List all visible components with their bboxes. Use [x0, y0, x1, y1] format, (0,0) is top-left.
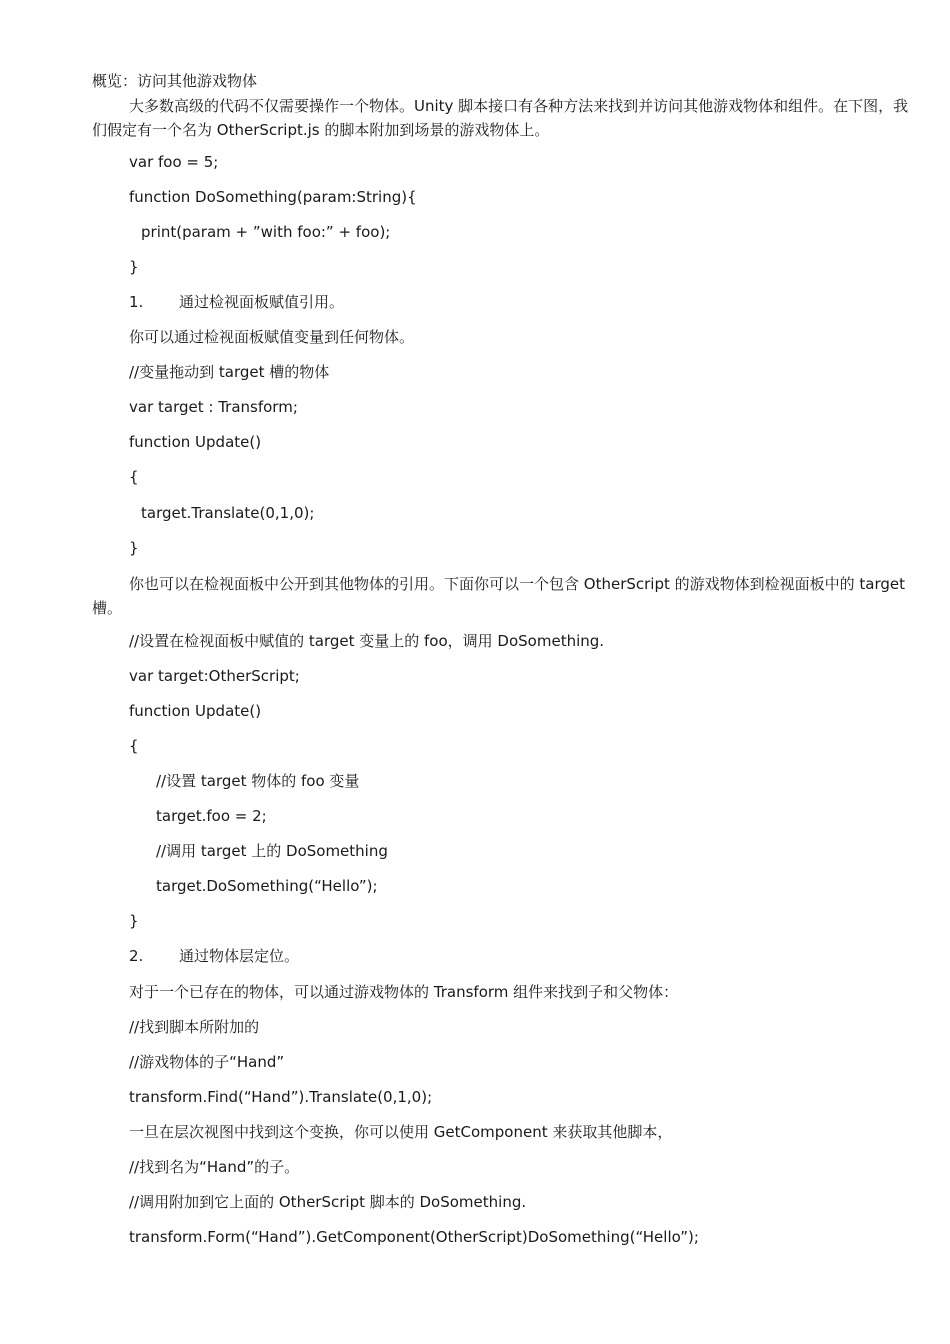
code-comment: //调用附加到它上面的 OtherScript 脚本的 DoSomething. [129, 1193, 527, 1211]
body-text: 对于一个已存在的物体，可以通过游戏物体的 Transform 组件来找到子和父物体： [129, 983, 679, 1001]
body-text: 一旦在层次视图中找到这个变换，你可以使用 GetComponent 来获取其他脚本， [129, 1123, 673, 1141]
code-line: transform.Find(“Hand”).Translate(0,1,0); [129, 1088, 433, 1106]
section-title: 通过物体层定位。 [179, 947, 300, 965]
section-title: 通过检视面板赋值引用。 [179, 293, 345, 311]
body-text: 你可以通过检视面板赋值变量到任何物体。 [129, 328, 415, 346]
code-comment: //找到脚本所附加的 [129, 1018, 260, 1036]
code-line: function Update() [129, 433, 262, 451]
code-line: target.Translate(0,1,0); [141, 504, 315, 522]
intro-paragraph: 大多数高级的代码不仅需要操作一个物体。Unity 脚本接口有各种方法来找到并访问其他游戏物体和组件。在下图，我们假定有一个名为 OtherScript.js 的脚本附加到场景的游戏物体上。 [92, 97, 909, 139]
code-comment: //设置在检视面板中赋值的 target 变量上的 foo，调用 DoSomething. [129, 632, 605, 650]
code-line: var target : Transform; [129, 398, 298, 416]
code-line: target.foo = 2; [156, 807, 267, 825]
code-comment: //找到名为“Hand”的子。 [129, 1158, 300, 1176]
code-line: transform.Form(“Hand”).GetComponent(OtherScript)DoSomething(“Hello”); [129, 1228, 699, 1246]
section-number: 1. [129, 293, 144, 311]
page-title: 概览：访问其他游戏物体 [92, 72, 258, 90]
code-line: { [129, 737, 139, 755]
section-2-heading [129, 946, 299, 966]
code-line: function DoSomething(param:String){ [129, 188, 417, 206]
code-line: } [129, 258, 139, 276]
code-line: } [129, 912, 139, 930]
code-comment: //游戏物体的子“Hand” [129, 1053, 285, 1071]
code-comment: //调用 target 上的 DoSomething [156, 842, 388, 860]
code-line: var foo = 5; [129, 153, 219, 171]
body-paragraph: 你也可以在检视面板中公开到其他物体的引用。下面你可以一个包含 OtherScript 的游戏物体到检视面板中的 target 槽。 [92, 575, 906, 617]
code-line: { [129, 468, 139, 486]
code-line: } [129, 539, 139, 557]
code-comment: //变量拖动到 target 槽的物体 [129, 363, 330, 381]
code-line: var target:OtherScript; [129, 667, 300, 685]
code-line: print(param + ”with foo:” + foo); [141, 223, 391, 241]
code-line: function Update() [129, 702, 262, 720]
code-comment: //设置 target 物体的 foo 变量 [156, 772, 360, 790]
section-number: 2. [129, 947, 144, 965]
section-1-heading [129, 292, 344, 312]
code-line: target.DoSomething(“Hello”); [156, 877, 378, 895]
